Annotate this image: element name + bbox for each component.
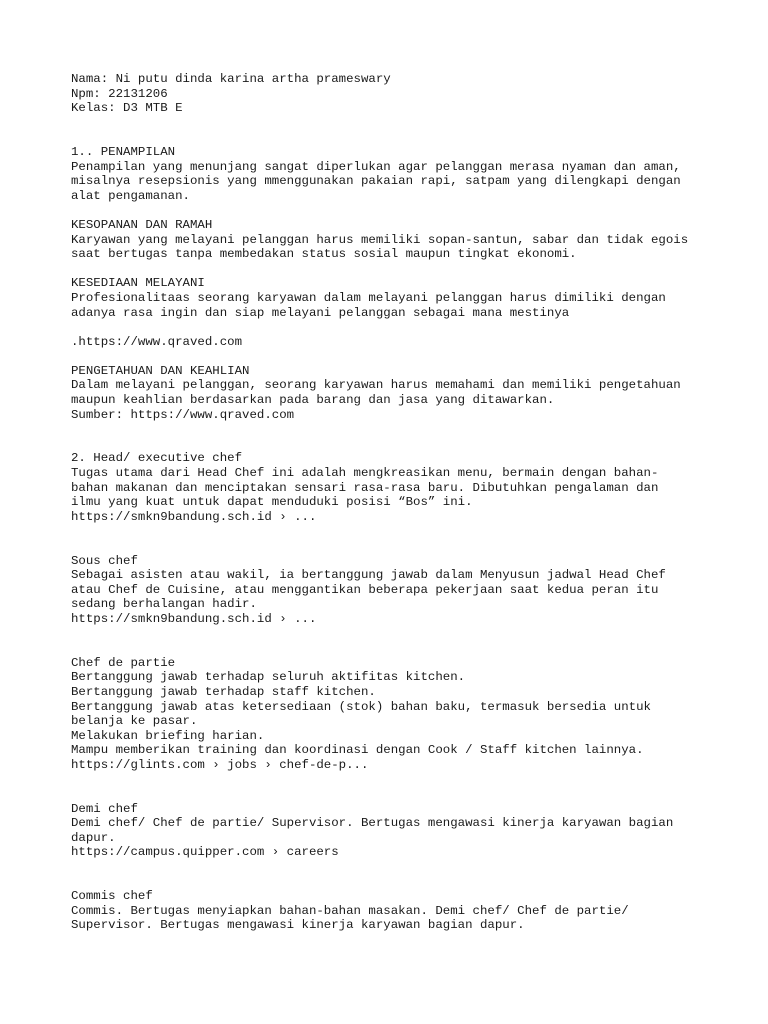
section-kesediaan xyxy=(71,276,731,320)
section-title-kesediaan: KESEDIAAN MELAYANI xyxy=(71,276,205,291)
paragraph-line: Demi chef/ Chef de partie/ Supervisor. Bertugas mengawasi kinerja karyawan bagian xyxy=(71,816,674,831)
paragraph-line: Bertanggung jawab terhadap staff kitchen. xyxy=(71,684,376,699)
section-title-chef-de-partie: Chef de partie xyxy=(71,655,176,670)
section-demi-chef xyxy=(71,802,731,860)
paragraph-line: Karyawan yang melayani pelanggan harus memiliki sopan-santun, sabar dan tidak egois xyxy=(71,232,689,247)
paragraph-line: Penampilan yang menunjang sangat diperlukan agar pelanggan merasa nyaman dan aman, xyxy=(71,159,681,174)
section-pengetahuan xyxy=(71,364,731,422)
section-chef-de-partie xyxy=(71,656,731,773)
student-name: Nama: Ni putu dinda karina artha prameswary xyxy=(71,72,391,86)
paragraph-line: sedang berhalangan hadir. xyxy=(71,597,257,612)
source-line: https://campus.quipper.com › careers xyxy=(71,845,339,860)
section-title-head-chef: 2. Head/ executive chef xyxy=(71,451,243,466)
source-line: Sumber: https://www.qraved.com xyxy=(71,407,295,422)
paragraph-line: Bertanggung jawab atas ketersediaan (stok) bahan baku, termasuk bersedia untuk xyxy=(71,699,651,714)
paragraph-line: atau Chef de Cuisine, atau menggantikan beberapa pekerjaan saat kedua peran itu xyxy=(71,582,659,597)
paragraph-line: Sebagai asisten atau wakil, ia bertanggung jawab dalam Menyusun jadwal Head Chef xyxy=(71,568,666,583)
student-info xyxy=(71,72,731,116)
paragraph-line: Supervisor. Bertugas mengawasi kinerja karyawan bagian dapur. xyxy=(71,918,525,933)
section-head-chef xyxy=(71,451,731,524)
source-line: https://smkn9bandung.sch.id › ... xyxy=(71,611,317,626)
paragraph-line: Tugas utama dari Head Chef ini adalah mengkreasikan menu, bermain dengan bahan- xyxy=(71,466,659,481)
section-commis-chef xyxy=(71,889,731,933)
student-class: Kelas: D3 MTB E xyxy=(71,101,183,116)
paragraph-line: Commis. Bertugas menyiapkan bahan-bahan masakan. Demi chef/ Chef de partie/ xyxy=(71,903,629,918)
student-npm: Npm: 22131206 xyxy=(71,86,168,101)
section-kesopanan xyxy=(71,218,731,262)
document-page xyxy=(71,72,731,933)
paragraph-line: misalnya resepsionis yang mmenggunakan pakaian rapi, satpam yang dilengkapi dengan xyxy=(71,174,681,189)
section-penampilan xyxy=(71,145,731,203)
paragraph-line: maupun keahlian berdasarkan pada barang dan jasa yang ditawarkan. xyxy=(71,393,555,408)
section-title-kesopanan: KESOPANAN DAN RAMAH xyxy=(71,217,213,232)
paragraph-line: belanja ke pasar. xyxy=(71,714,198,729)
paragraph-line: dapur. xyxy=(71,830,116,845)
paragraph-line: Profesionalitaas seorang karyawan dalam melayani pelanggan harus dimiliki dengan xyxy=(71,290,666,305)
paragraph-line: Dalam melayani pelanggan, seorang karyawan harus memahami dan memiliki pengetahuan xyxy=(71,378,681,393)
paragraph-line: bahan makanan dan menciptakan sensari rasa-rasa baru. Dibutuhkan pengalaman dan xyxy=(71,480,659,495)
source-line: https://smkn9bandung.sch.id › ... xyxy=(71,509,317,524)
source-link-qraved: .https://www.qraved.com xyxy=(71,334,243,349)
paragraph-line: alat pengamanan. xyxy=(71,188,190,203)
paragraph-line: ilmu yang kuat untuk dapat menduduki posisi “Bos” ini. xyxy=(71,495,473,510)
section-title-commis-chef: Commis chef xyxy=(71,889,153,904)
section-sous-chef xyxy=(71,554,731,627)
section-title-sous-chef: Sous chef xyxy=(71,553,138,568)
paragraph-line: Mampu memberikan training dan koordinasi dengan Cook / Staff kitchen lainnya. xyxy=(71,743,644,758)
paragraph-line: Melakukan briefing harian. xyxy=(71,728,265,743)
section-title-penampilan: 1.. PENAMPILAN xyxy=(71,144,176,159)
source-line: https://glints.com › jobs › chef-de-p... xyxy=(71,757,369,772)
section-title-demi-chef: Demi chef xyxy=(71,801,138,816)
paragraph-line: Bertanggung jawab terhadap seluruh aktifitas kitchen. xyxy=(71,670,466,685)
paragraph-line: saat bertugas tanpa membedakan status sosial maupun tingkat ekonomi. xyxy=(71,247,577,262)
section-title-pengetahuan: PENGETAHUAN DAN KEAHLIAN xyxy=(71,363,250,378)
paragraph-line: adanya rasa ingin dan siap melayani pelanggan sebagai mana mestinya xyxy=(71,305,570,320)
